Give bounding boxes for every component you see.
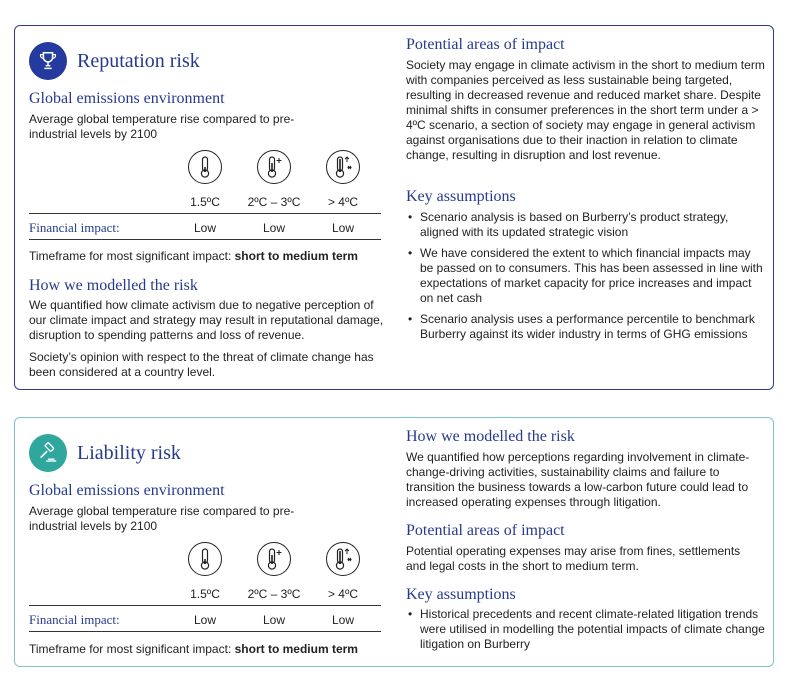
- trophy-icon: [29, 42, 67, 80]
- financial-impact-value: Low: [193, 221, 216, 235]
- list-item: • Historical precedents and recent climate-related litigation trends were utilised in modelling the potential impacts of climate change litigation on Burberry: [406, 607, 766, 652]
- emissions-description: Average global temperature rise compared to pre-industrial levels by 2100: [29, 504, 295, 533]
- financial-impact-value: Low: [331, 221, 354, 235]
- modelled-heading: How we modelled the risk: [29, 277, 198, 294]
- risk-title: Liability risk: [77, 441, 181, 464]
- scenario-label: 1.5ºC: [190, 587, 220, 601]
- modelled-text: We quantified how climate activism due to negative perception of our climate impact and strategy may result in reputational damage, disruption to spending patterns and loss of revenue.: [29, 298, 384, 342]
- emissions-heading: Global emissions environment: [29, 90, 225, 107]
- thermometer-high-icon: [326, 542, 360, 576]
- list-item: • We have considered the extent to which financial impacts may be passed on to consumers. This has been assessed in line with expectations of market capacity for price increases and impact on net cash: [406, 246, 766, 306]
- key-assumptions-heading: Key assumptions: [406, 586, 516, 603]
- emissions-description: Average global temperature rise compared to pre-industrial levels by 2100: [29, 112, 295, 141]
- modelled-text-2: Society’s opinion with respect to the threat of climate change has been considered at a country level.: [29, 350, 374, 379]
- divider: [29, 631, 381, 632]
- emissions-heading: Global emissions environment: [29, 482, 225, 499]
- timeframe-value: short to medium term: [234, 642, 358, 656]
- timeframe-label: Timeframe for most significant impact:: [29, 642, 232, 656]
- timeframe-value: short to medium term: [234, 249, 358, 263]
- thermometer-high-icon: [326, 150, 360, 184]
- assumptions-list: [406, 607, 766, 658]
- financial-impact-label: Financial impact:: [29, 220, 120, 235]
- financial-impact-value: Low: [262, 613, 285, 627]
- financial-impact-value: Low: [193, 613, 216, 627]
- scenario-label: > 4ºC: [327, 587, 359, 601]
- potential-impact-heading: Potential areas of impact: [406, 36, 565, 53]
- risk-title: Reputation risk: [77, 49, 200, 72]
- divider: [29, 239, 381, 240]
- scenario-label: 2ºC – 3ºC: [247, 195, 301, 209]
- timeframe: [29, 249, 358, 263]
- potential-impact-text: Potential operating expenses may arise from fines, settlements and legal costs in the short to medium term.: [406, 544, 741, 573]
- thermometer-low-icon: [188, 542, 222, 576]
- assumptions-list: [406, 210, 766, 348]
- liability-risk-header: [29, 434, 181, 472]
- thermometer-low-icon: [188, 150, 222, 184]
- scenario-label: 2ºC – 3ºC: [247, 587, 301, 601]
- potential-impact-text: Society may engage in climate activism in the short to medium term with companies perceived as less sustainable being targeted, resulting in decreased revenue and reduced market share. Despite minimal shifts in consumer preferences in the short term under a > 4ºC scenario, a section of society may engage in general activism against organisations due to their inaction in relation to climate change, resulting in disruption and lost revenue.: [406, 58, 765, 162]
- scenario-label: > 4ºC: [327, 195, 359, 209]
- financial-impact-label: Financial impact:: [29, 612, 120, 627]
- timeframe: [29, 642, 358, 656]
- timeframe-label: Timeframe for most significant impact:: [29, 249, 232, 263]
- financial-impact-value: Low: [262, 221, 285, 235]
- reputation-risk-header: [29, 42, 200, 80]
- gavel-icon: [29, 434, 67, 472]
- scenario-label: 1.5ºC: [190, 195, 220, 209]
- financial-impact-value: Low: [331, 613, 354, 627]
- thermometer-plus-icon: [257, 150, 291, 184]
- liability-risk-card: [14, 417, 774, 667]
- potential-impact-heading: Potential areas of impact: [406, 522, 565, 539]
- divider: [29, 213, 381, 214]
- modelled-heading: How we modelled the risk: [406, 428, 575, 445]
- reputation-risk-card: [14, 25, 774, 390]
- list-item: • Scenario analysis uses a performance percentile to benchmark Burberry against its wider industry in terms of GHG emissions: [406, 312, 766, 342]
- modelled-text: We quantified how perceptions regarding involvement in climate-change-driving activities, sustainability claims and failure to transition the business towards a low-carbon future could lead to increased operating expenses through litigation.: [406, 450, 750, 509]
- list-item: • Scenario analysis is based on Burberry’s product strategy, aligned with its updated strategic vision: [406, 210, 766, 240]
- thermometer-plus-icon: [257, 542, 291, 576]
- key-assumptions-heading: Key assumptions: [406, 188, 516, 205]
- divider: [29, 605, 381, 606]
